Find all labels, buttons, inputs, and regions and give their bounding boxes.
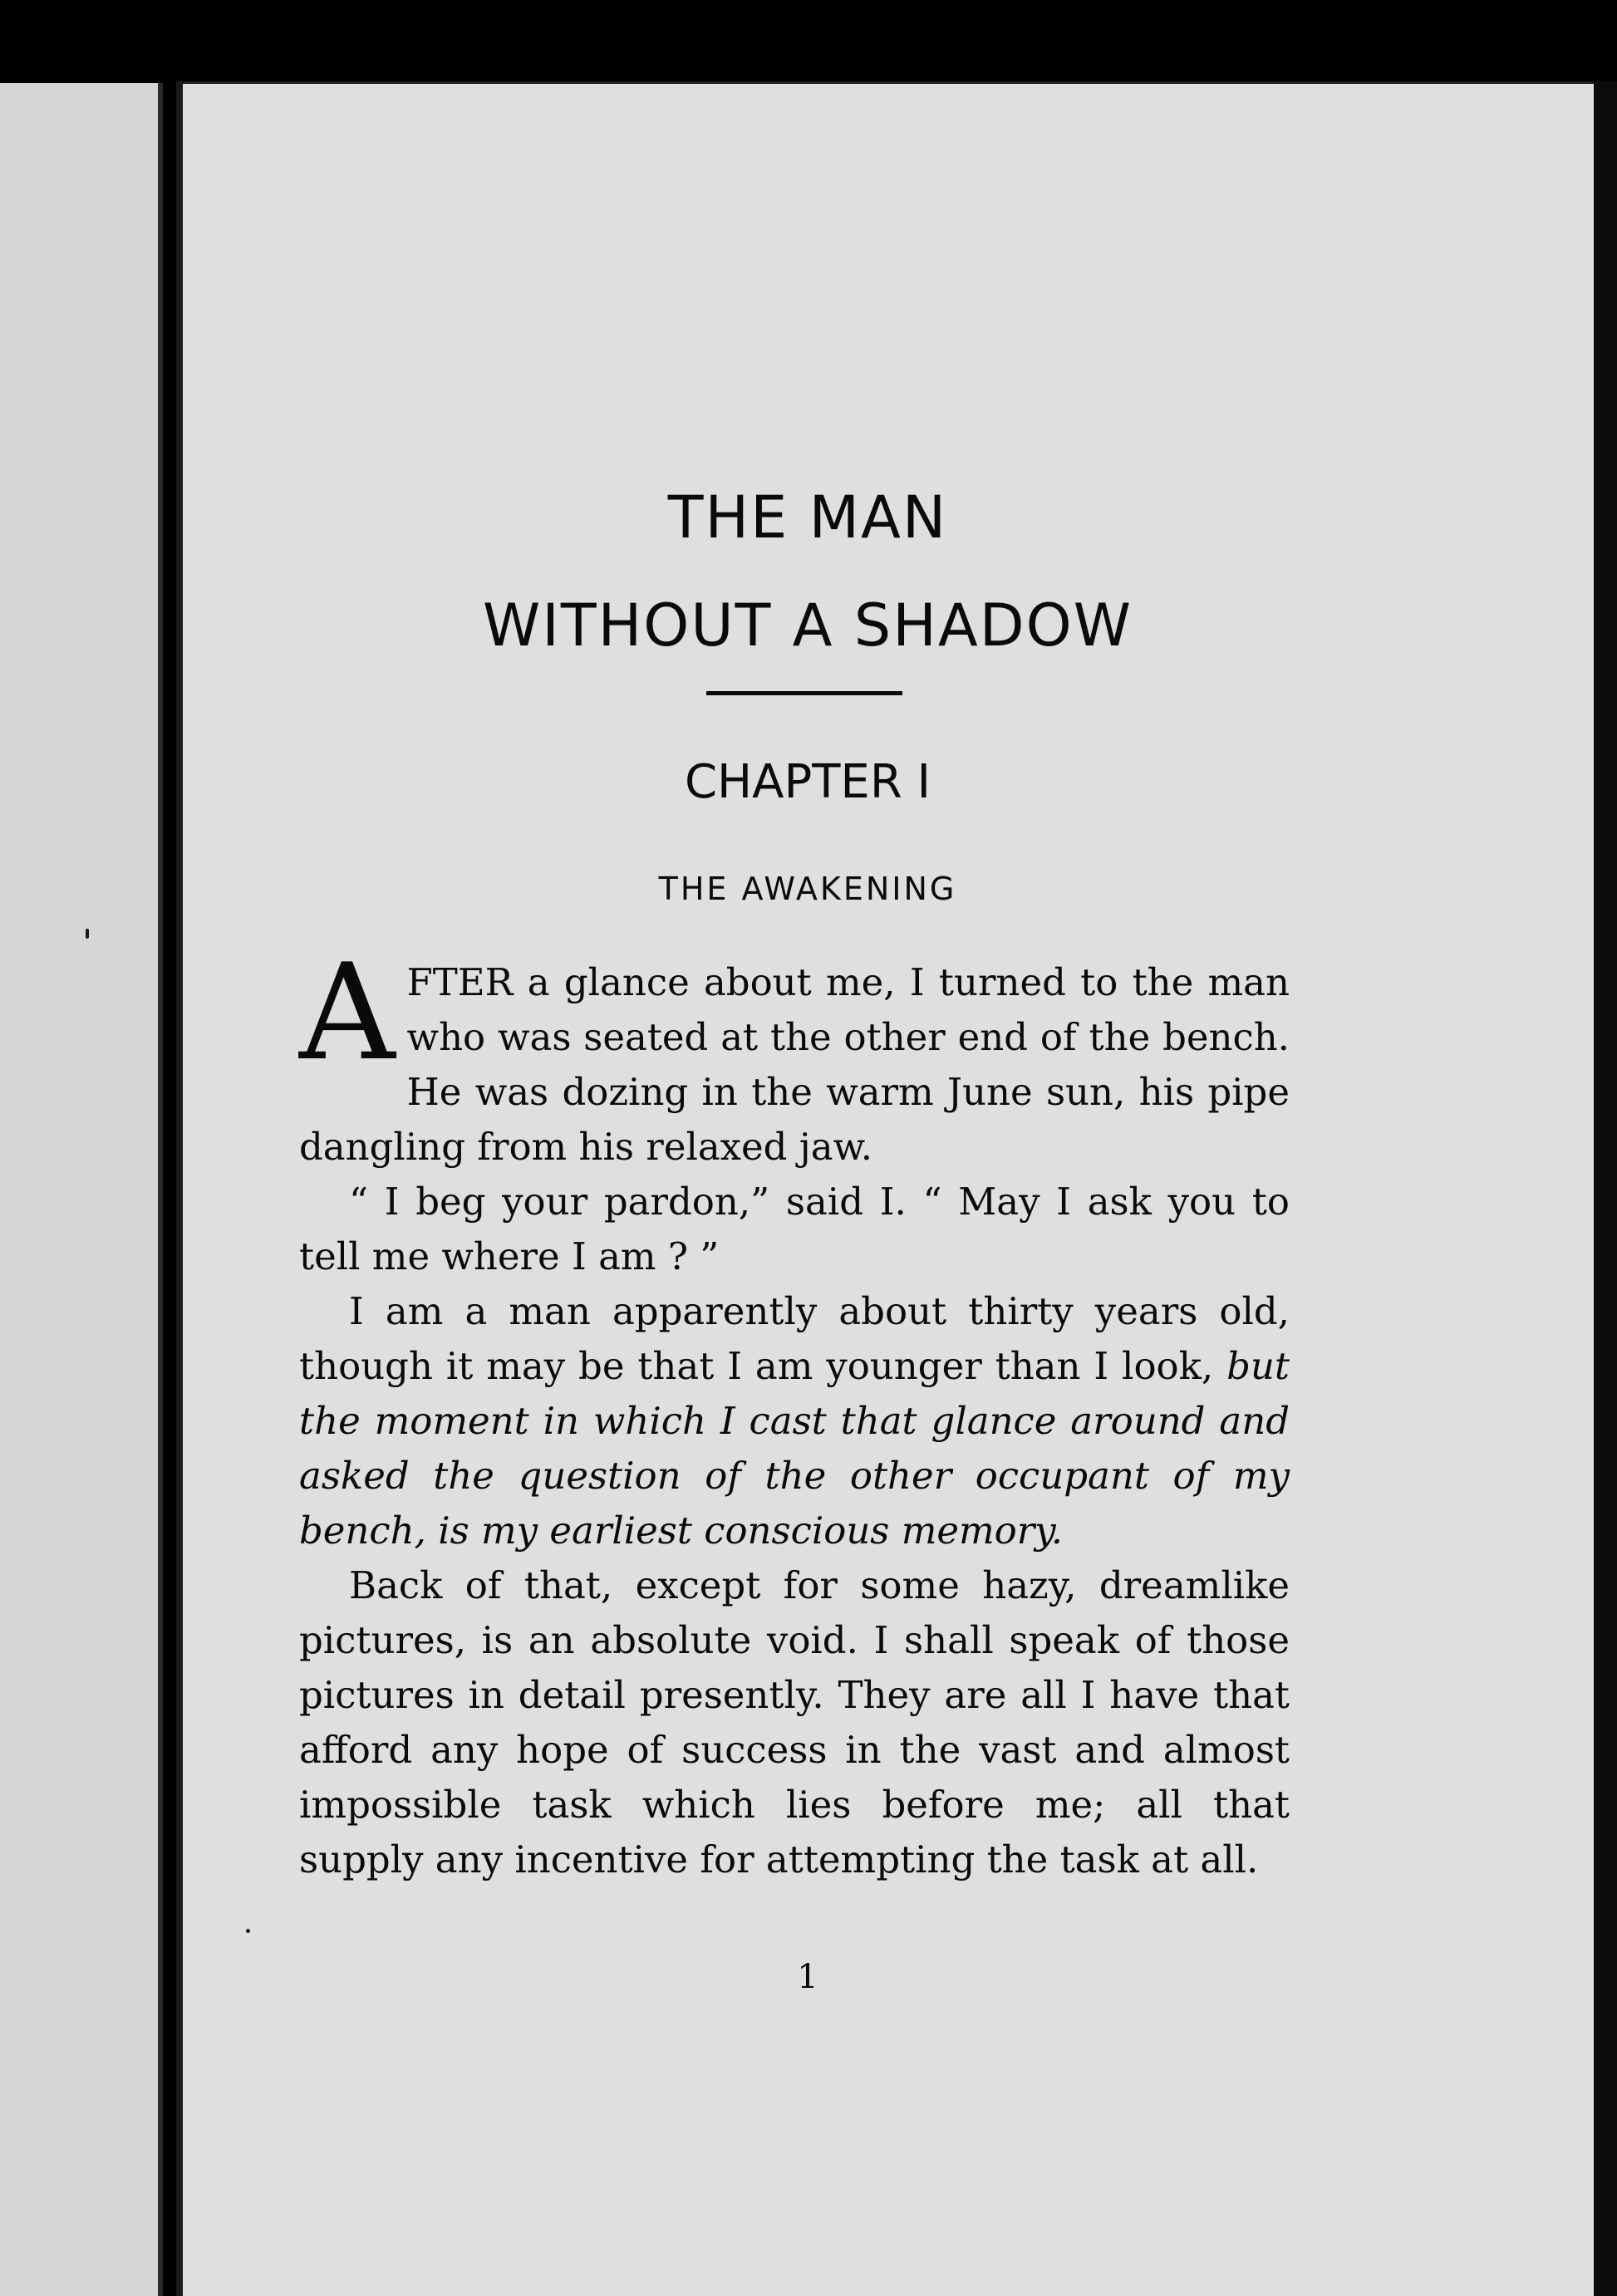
book-title-line-2: WITHOUT A SHADOW: [483, 591, 1133, 660]
page-number: 1: [797, 1958, 818, 1996]
paragraph-2: “ I beg your pardon,” said I. “ May I ask you to tell me where I am ? ”: [299, 1180, 1290, 1278]
right-page-edge: [1594, 81, 1617, 2296]
book-title-line-1: THE MAN: [667, 483, 948, 552]
paragraph-1: [299, 935, 1290, 1175]
body-text: [299, 935, 1290, 1887]
paragraph-3: [299, 1284, 1290, 1558]
paragraph-1-text: FTER a glance about me, I turned to the man who was seated at the other end of the bench. He was dozing in the warm June sun, his pipe dangling from his relaxed jaw.: [299, 960, 1290, 1169]
paragraph-3-regular: I am a man apparently about thirty years old, though it may be that I am younger than I look,: [299, 1289, 1290, 1388]
book-title: [176, 464, 1439, 679]
drop-cap: A: [299, 935, 396, 1090]
chapter-title: THE AWAKENING: [658, 871, 957, 907]
paragraph-3-italic: but the moment in which I cast that glance around and asked the question of the other occupant of my bench, is my earliest conscious memory.: [299, 1344, 1290, 1553]
speck: [246, 1929, 250, 1933]
speck: [86, 929, 89, 939]
paragraph-4: Back of that, except for some hazy, dreamlike pictures, is an absolute void. I shall speak of those pictures in detail presently. They are all I have that afford any hope of success in the vast and almost impossible task which lies before me; all that supply any incentive for attempting the task at all.: [299, 1563, 1290, 1881]
chapter-number: CHAPTER I: [684, 755, 931, 809]
title-rule: [706, 691, 902, 695]
left-page-edge: [0, 83, 163, 2296]
